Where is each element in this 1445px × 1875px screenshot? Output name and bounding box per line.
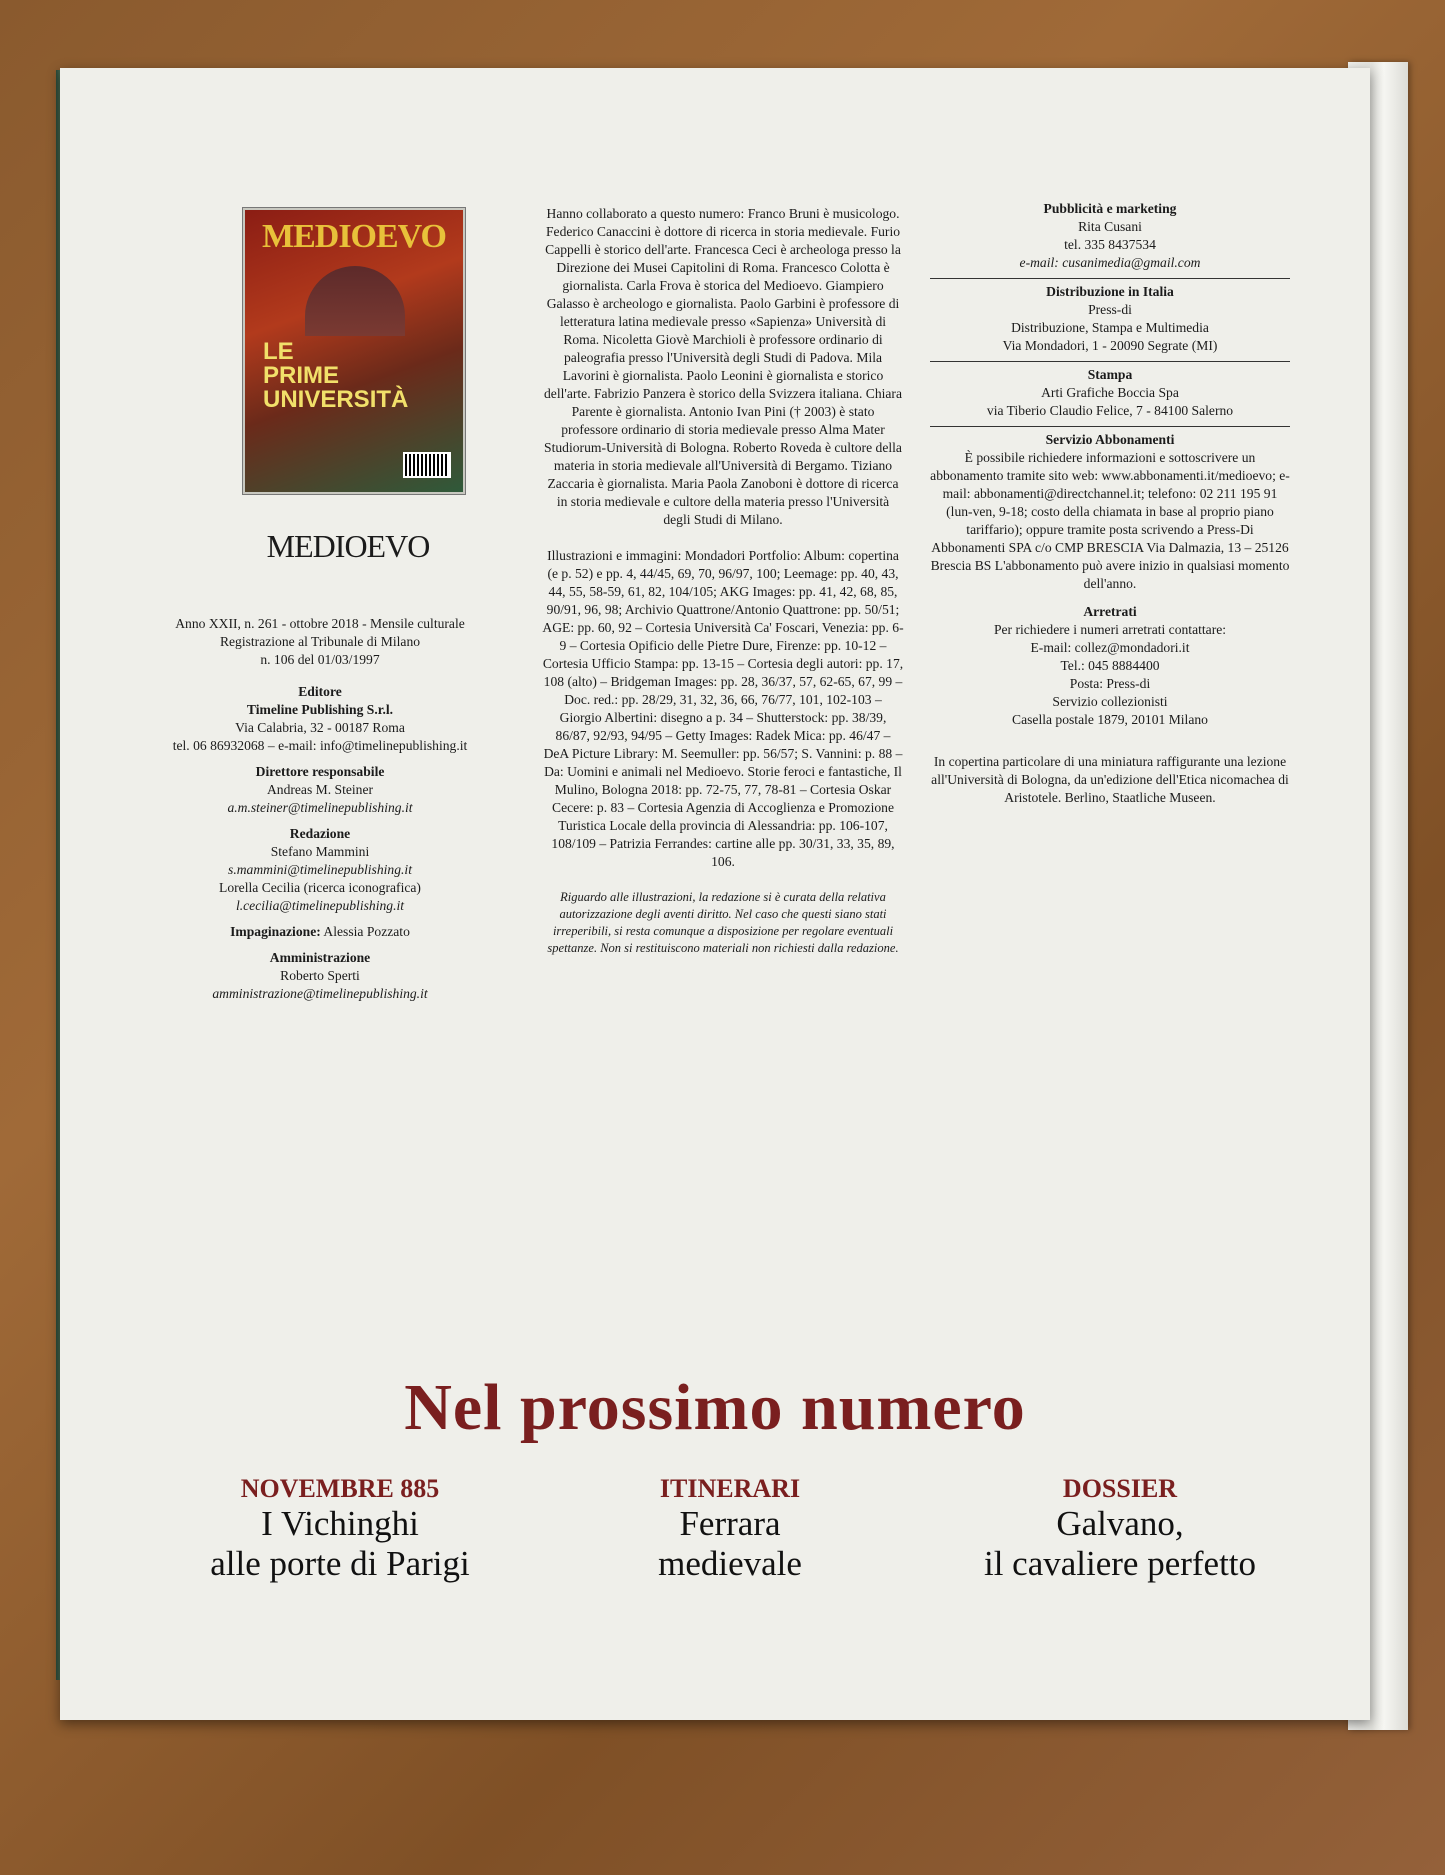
right-column [930,200,1290,807]
teaser-headline: Galvano, [1056,1504,1184,1543]
email-link[interactable]: e-mail: cusanimedia@gmail.com [1019,255,1201,270]
back-issues-line: Tel.: 045 8884400 [1060,658,1160,673]
divider [930,361,1290,362]
person-name: Lorella Cecilia (ricerca iconografica) [219,880,421,895]
cover-caption: In copertina particolare di una miniatura raffigurante una lezione all'Università di Bologna, da un'edizione dell'Etica nicomachea di Aristotele. Berlino, Staatliche Museen. [931,754,1289,805]
back-issues-line: Per richiedere i numeri arretrati contattare: [993,622,1227,637]
section-heading: Pubblicità e marketing [1043,201,1177,216]
cover-thumbnail [243,208,465,494]
section-heading: Editore [298,684,342,699]
publisher-name: Timeline Publishing S.r.l. [246,702,394,717]
phone: tel. 335 8437534 [1064,237,1156,252]
person-name: Andreas M. Steiner [266,782,374,797]
divider [930,426,1290,427]
publisher-contact: tel. 06 86932068 – e-mail: info@timelinepublishing.it [172,738,468,753]
email-link[interactable]: amministrazione@timelinepublishing.it [212,986,428,1001]
printing-line: Arti Grafiche Boccia Spa [1041,385,1179,400]
email-link[interactable]: l.cecilia@timelinepublishing.it [235,898,405,913]
cover-title [263,340,408,412]
back-issues-line: Servizio collezionisti [1052,694,1168,709]
issue-info: Registrazione al Tribunale di Milano [219,634,421,649]
subscription-text: È possibile richiedere informazioni e sottoscrivere un abbonamento tramite sito web: www.abbonamenti.it/medioevo; e-mail: abbonamenti@directchannel.it; telefono: 02 211 195 91 (lun-ven, 9-18; costo della chiamata in base al proprio piano tariffario); oppure tramite posta scrivendo a Press-Di Abbonamenti SPA c/o CMP BRESCIA Via Dalmazia, 13 – 25126 Brescia BS L'abbonamento può avere inizio in qualsiasi momento dell'anno. [930,450,1290,591]
layout-credit [170,923,470,941]
teaser-2 [580,1474,880,1584]
back-issues-line: Casella postale 1879, 20101 Milano [1012,712,1208,727]
person-name: Rita Cusani [1078,219,1142,234]
teaser-3 [930,1474,1310,1584]
rights-note: Riguardo alle illustrazioni, la redazione si è curata della relativa autorizzazione degli aventi diritto. Nel caso che questi siano stati irreperibili, si resta comunque a disposizione per regolare eventuali spettanze. Non si restituiscono materiali non richiesti dalla redazione. [547,890,899,955]
back-issues-line: Posta: Press-di [1069,676,1151,691]
back-issues-line: E-mail: collez@mondadori.it [1030,640,1190,655]
middle-column [542,205,904,957]
section-heading: Servizio Abbonamenti [1045,432,1175,447]
distribution-line: Press-di [1088,302,1132,317]
left-column [170,615,470,1003]
person-name: Stefano Mammini [270,844,370,859]
section-heading: Amministrazione [269,950,371,965]
teaser-headline: Ferrara [679,1504,781,1543]
teaser-kicker: DOSSIER [1062,1474,1178,1503]
cover-title-line: PRIME [263,362,340,389]
teaser-kicker: NOVEMBRE 885 [240,1474,440,1503]
publisher-address: Via Calabria, 32 - 00187 Roma [235,720,405,735]
email-link[interactable]: a.m.steiner@timelinepublishing.it [227,800,413,815]
issue-info: Anno XXII, n. 261 - ottobre 2018 - Mensile culturale [175,616,465,631]
section-heading: Stampa [1087,367,1133,382]
printing-line: via Tiberio Claudio Felice, 7 - 84100 Salerno [986,403,1234,418]
teaser-headline: alle porte di Parigi [210,1544,470,1583]
section-heading: Direttore responsabile [255,764,385,779]
contributors-text: Hanno collaborato a questo numero: Franco Bruni è musicologo. Federico Canaccini è dottore di ricerca in storia medievale. Furio Cappelli è storico dell'arte. Francesca Ceci è archeologa presso la Direzione dei Musei Capitolini di Roma. Francesco Colotta è giornalista. Carla Frova è storica del Medioevo. Giampiero Galasso è archeologo e giornalista. Paolo Garbini è professore di letteratura latina medievale presso «Sapienza» Università di Roma. Nicoletta Giovè Marchioli è professore ordinario di paleografia presso l'Università degli Studi di Padova. Mila Lavorini è giornalista. Paolo Leonini è giornalista e storico dell'arte. Fabrizio Panzera è storico della Svizzera italiana. Chiara Parente è giornalista. Antonio Ivan Pini († 2003) è stato professore ordinario di storia medievale presso Alma Mater Studiorum-Università di Bologna. Roberto Roveda è cultore della materia in storia medievale all'Università di Bergamo. Tiziano Zaccaria è giornalista. Maria Paola Zanoboni è dottore di ricerca in storia medievale e cultore della materia presso l'Università degli Studi di Milano. [544,206,902,527]
teaser-headline: il cavaliere perfetto [983,1544,1257,1583]
barcode-icon [403,452,451,478]
section-heading: Distribuzione in Italia [1046,284,1174,299]
issue-info: n. 106 del 01/03/1997 [260,652,380,667]
cover-title-line: UNIVERSITÀ [263,386,409,413]
person-name: Roberto Sperti [280,968,360,983]
masthead-logo: MEDIOEVO [266,528,430,564]
cover-title-line: LE [263,338,294,365]
section-heading: Arretrati [1083,604,1137,619]
distribution-line: Via Mondadori, 1 - 20090 Segrate (MI) [1002,338,1218,353]
illustrations-credits: Illustrazioni e immagini: Mondadori Portfolio: Album: copertina (e p. 52) e pp. 4, 44/45, 69, 70, 96/97, 100; Leemage: pp. 40, 43, 44, 55, 58-59, 61, 82, 104/105; AKG Images: pp. 41, 42, 68, 85, 90/91, 96, 98; Archivio Quattrone/Antonio Quattrone: pp. 50/51; AGE: pp. 60, 92 – Cortesia Università Ca' Foscari, Venezia: pp. 6-9 – Cortesia Opificio delle Pietre Dure, Firenze: pp. 10-12 – Cortesia Ufficio Stampa: pp. 13-15 – Cortesia degli autori: pp. 17, 108 (alto) – Bridgeman Images: pp. 28, 36/37, 57, 62-65, 67, 99 – Doc. red.: pp. 28/29, 31, 32, 36, 66, 76/77, 101, 102-103 – Giorgio Albertini: disegno a p. 34 – Shutterstock: pp. 38/39, 86/87, 92/93, 94/95 – Getty Images: Radek Mica: pp. 46/47 – DeA Picture Library: M. Seemuller: pp. 56/57; S. Vannini: p. 88 – Da: Uomini e animali nel Medioevo. Storie feroci e fantastiche, Il Mulino, Bologna 2018: pp. 72-75, 77, 78-81 – Cortesia Oskar Cecere: p. 83 – Cortesia Agenzia di Accoglienza e Promozione Turistica Locale della provincia di Alessandria: pp. 106-107, 108/109 – Patrizia Ferrandes: cartine alle pp. 30/31, 33, 35, 89, 106. [542,548,904,869]
person-name: Alessia Pozzato [323,924,410,939]
divider [930,278,1290,279]
teaser-headline: medievale [658,1544,802,1583]
teaser-headline: I Vichinghi [261,1504,419,1543]
teaser-1 [170,1474,510,1584]
section-heading: Impaginazione: [230,924,321,939]
next-issue-title: Nel prossimo numero [404,1371,1026,1444]
cover-illustration [305,266,405,336]
email-link[interactable]: s.mammini@timelinepublishing.it [228,862,412,877]
distribution-line: Distribuzione, Stampa e Multimedia [1011,320,1209,335]
cover-logo: MEDIOEVO [262,218,446,255]
section-heading: Redazione [289,826,351,841]
teaser-kicker: ITINERARI [659,1474,801,1503]
